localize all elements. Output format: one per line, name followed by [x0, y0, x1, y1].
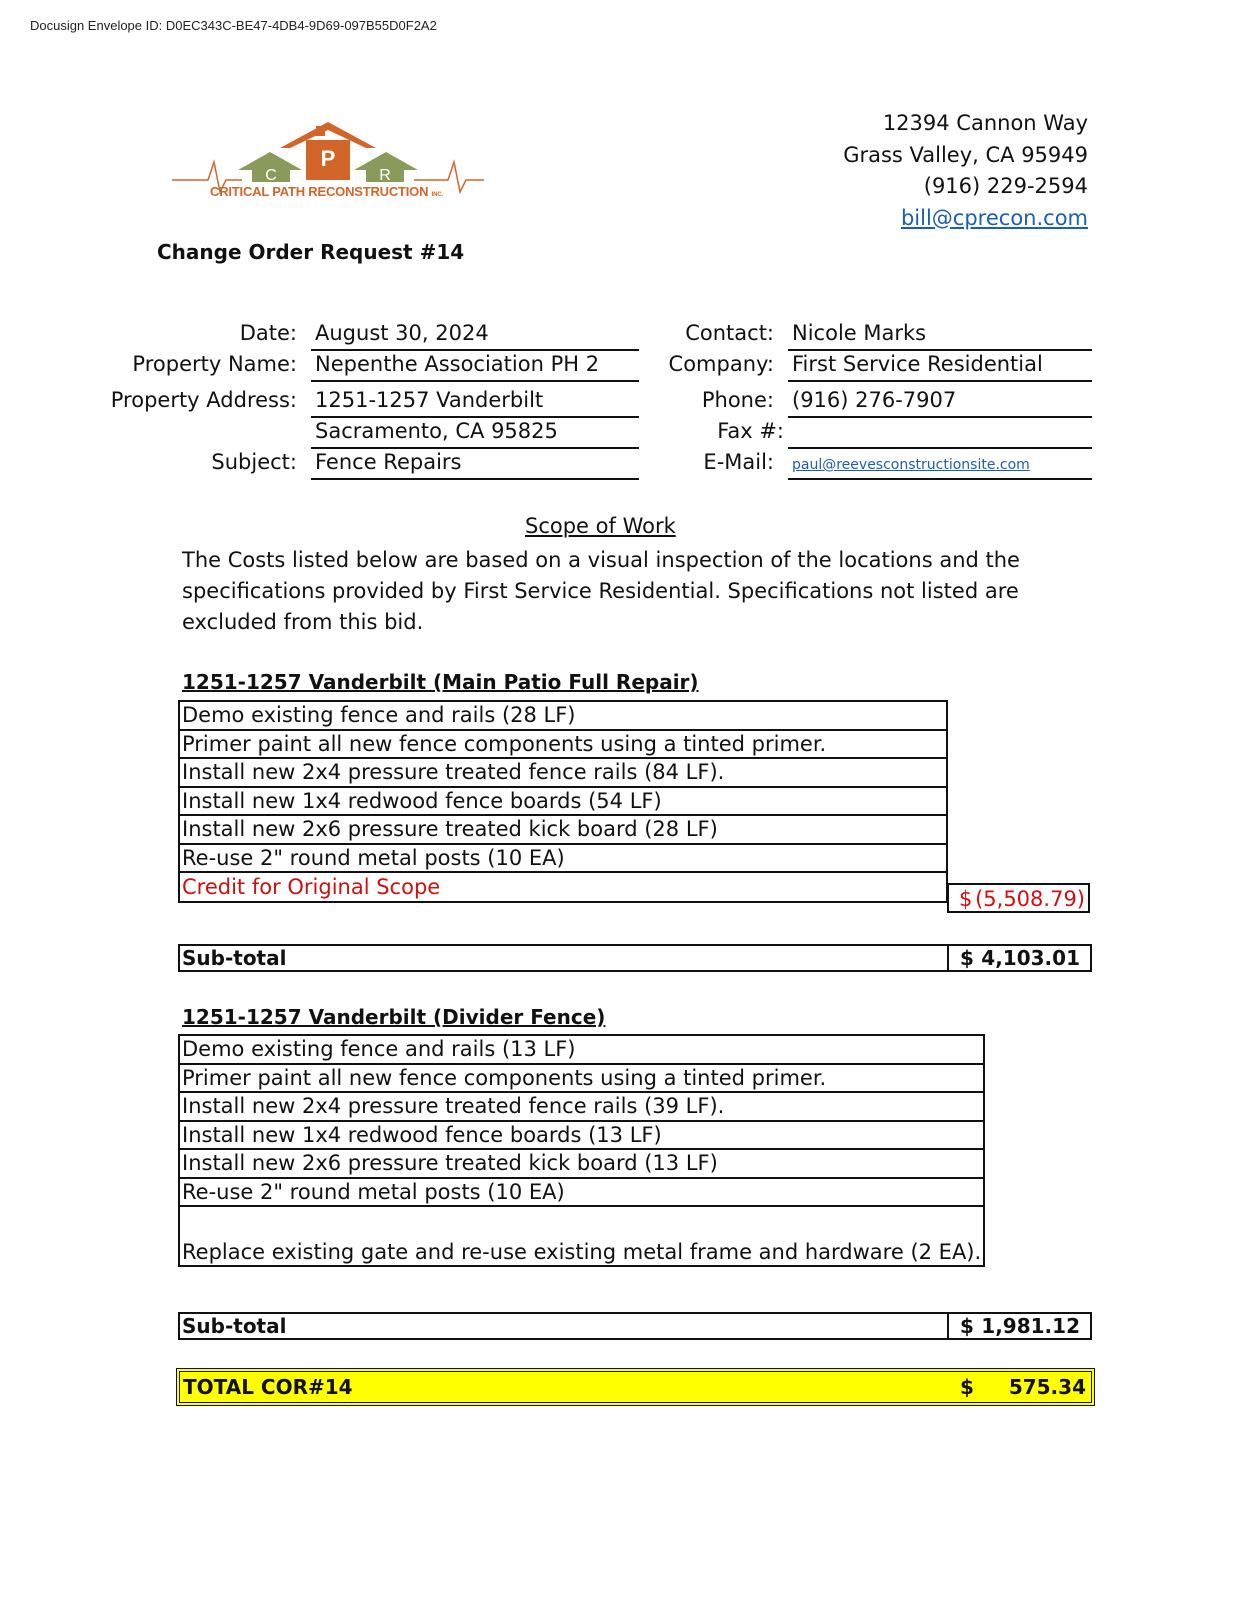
- subtotal-value: 1,981.12: [981, 1314, 1080, 1338]
- table-row: [179, 1035, 984, 1064]
- table-row: [179, 1178, 984, 1207]
- subtotal-currency: $: [960, 946, 974, 970]
- table-row: [179, 872, 947, 902]
- phone-label: Phone:: [701, 388, 774, 412]
- fax-value: [788, 419, 1092, 449]
- section2-items-table: [178, 1034, 985, 1267]
- table-row: [179, 758, 947, 787]
- table-row: [179, 701, 947, 730]
- item-cell: Re-use 2" round metal posts (10 EA): [179, 844, 947, 873]
- item-cell: Install new 2x4 pressure treated fence rails (39 LF).: [179, 1092, 984, 1121]
- company-address: [843, 108, 1088, 234]
- total-currency: $: [960, 1375, 974, 1399]
- column-divider: [947, 946, 949, 970]
- section1-title: 1251-1257 Vanderbilt (Main Patio Full Repair): [182, 670, 699, 694]
- gate-item-cell: Replace existing gate and re-use existing metal frame and hardware (2 EA).: [179, 1206, 984, 1266]
- item-cell: Install new 2x4 pressure treated fence rails (84 LF).: [179, 758, 947, 787]
- subtotal-value: 4,103.01: [981, 946, 1080, 970]
- email-link[interactable]: paul@reevesconstructionsite.com: [792, 457, 1030, 473]
- fax-label: Fax #:: [717, 419, 784, 443]
- total-value: 575.34: [1008, 1375, 1086, 1399]
- item-cell: Install new 1x4 redwood fence boards (13 LF): [179, 1121, 984, 1150]
- date-value: August 30, 2024: [311, 321, 639, 351]
- item-cell: Install new 2x6 pressure treated kick board (13 LF): [179, 1149, 984, 1178]
- logo-letter-r: R: [379, 167, 391, 184]
- company-value: First Service Residential: [788, 352, 1092, 382]
- table-row: [179, 1092, 984, 1121]
- item-cell: Primer paint all new fence components using a tinted primer.: [179, 1064, 984, 1093]
- credit-amount: [947, 883, 1090, 913]
- email-value: [788, 450, 1092, 480]
- subtotal-label: Sub-total: [182, 1314, 287, 1338]
- scope-description: The Costs listed below are based on a visual inspection of the locations and the specifications provided by First Service Residential. Specifications not listed are excluded from this bid.: [182, 548, 1020, 634]
- credit-value: (5,508.79): [975, 887, 1085, 911]
- table-row: [179, 1206, 984, 1266]
- table-row: [179, 1064, 984, 1093]
- credit-currency: $: [959, 887, 973, 911]
- total-label: TOTAL COR#14: [183, 1375, 353, 1399]
- item-cell: Primer paint all new fence components using a tinted primer.: [179, 730, 947, 759]
- total-row: [176, 1368, 1095, 1406]
- item-cell: Demo existing fence and rails (13 LF): [179, 1035, 984, 1064]
- subject-label: Subject:: [211, 450, 297, 474]
- property-name-value: Nepenthe Association PH 2: [311, 352, 639, 382]
- envelope-id: Docusign Envelope ID: D0EC343C-BE47-4DB4-9D69-097B55D0F2A2: [30, 18, 437, 33]
- scope-title: Scope of Work: [525, 514, 676, 538]
- email-label: E-Mail:: [703, 450, 774, 474]
- table-row: [179, 1121, 984, 1150]
- property-address-line1: 1251-1257 Vanderbilt: [311, 388, 639, 418]
- company-logo: [168, 118, 488, 206]
- table-row: [179, 1149, 984, 1178]
- table-row: [179, 844, 947, 873]
- address-email-link[interactable]: bill@cprecon.com: [900, 205, 1088, 230]
- logo-letter-c: C: [265, 167, 277, 184]
- subtotal-currency: $: [960, 1314, 974, 1338]
- section2-subtotal-row: [178, 1312, 1092, 1340]
- logo-company-name: CRITICAL PATH RECONSTRUCTION INC.: [210, 184, 443, 199]
- property-address-label: Property Address:: [110, 388, 297, 412]
- section2-title: 1251-1257 Vanderbilt (Divider Fence): [182, 1005, 606, 1029]
- document-title: Change Order Request #14: [157, 240, 465, 264]
- address-phone: (916) 229-2594: [923, 174, 1088, 198]
- credit-label: Credit for Original Scope: [179, 872, 947, 902]
- company-label: Company:: [668, 352, 774, 376]
- date-label: Date:: [239, 321, 297, 345]
- logo-letter-p: P: [320, 146, 336, 171]
- column-divider: [947, 1314, 949, 1338]
- address-street: 12394 Cannon Way: [882, 111, 1088, 135]
- phone-value: (916) 276-7907: [788, 388, 1092, 418]
- section1-subtotal-row: [178, 944, 1092, 972]
- property-name-label: Property Name:: [132, 352, 297, 376]
- address-city: Grass Valley, CA 95949: [843, 142, 1088, 167]
- contact-value: Nicole Marks: [788, 321, 1092, 351]
- table-row: [179, 787, 947, 816]
- item-cell: Install new 2x6 pressure treated kick board (28 LF): [179, 815, 947, 844]
- table-row: [179, 815, 947, 844]
- section1-items-table: [178, 700, 948, 903]
- subtotal-label: Sub-total: [182, 946, 287, 970]
- item-cell: Install new 1x4 redwood fence boards (54 LF): [179, 787, 947, 816]
- item-cell: Demo existing fence and rails (28 LF): [179, 701, 947, 730]
- table-row: [179, 730, 947, 759]
- item-cell: Re-use 2" round metal posts (10 EA): [179, 1178, 984, 1207]
- property-address-line2: Sacramento, CA 95825: [311, 419, 639, 449]
- contact-label: Contact:: [685, 321, 774, 345]
- subject-value: Fence Repairs: [311, 450, 639, 480]
